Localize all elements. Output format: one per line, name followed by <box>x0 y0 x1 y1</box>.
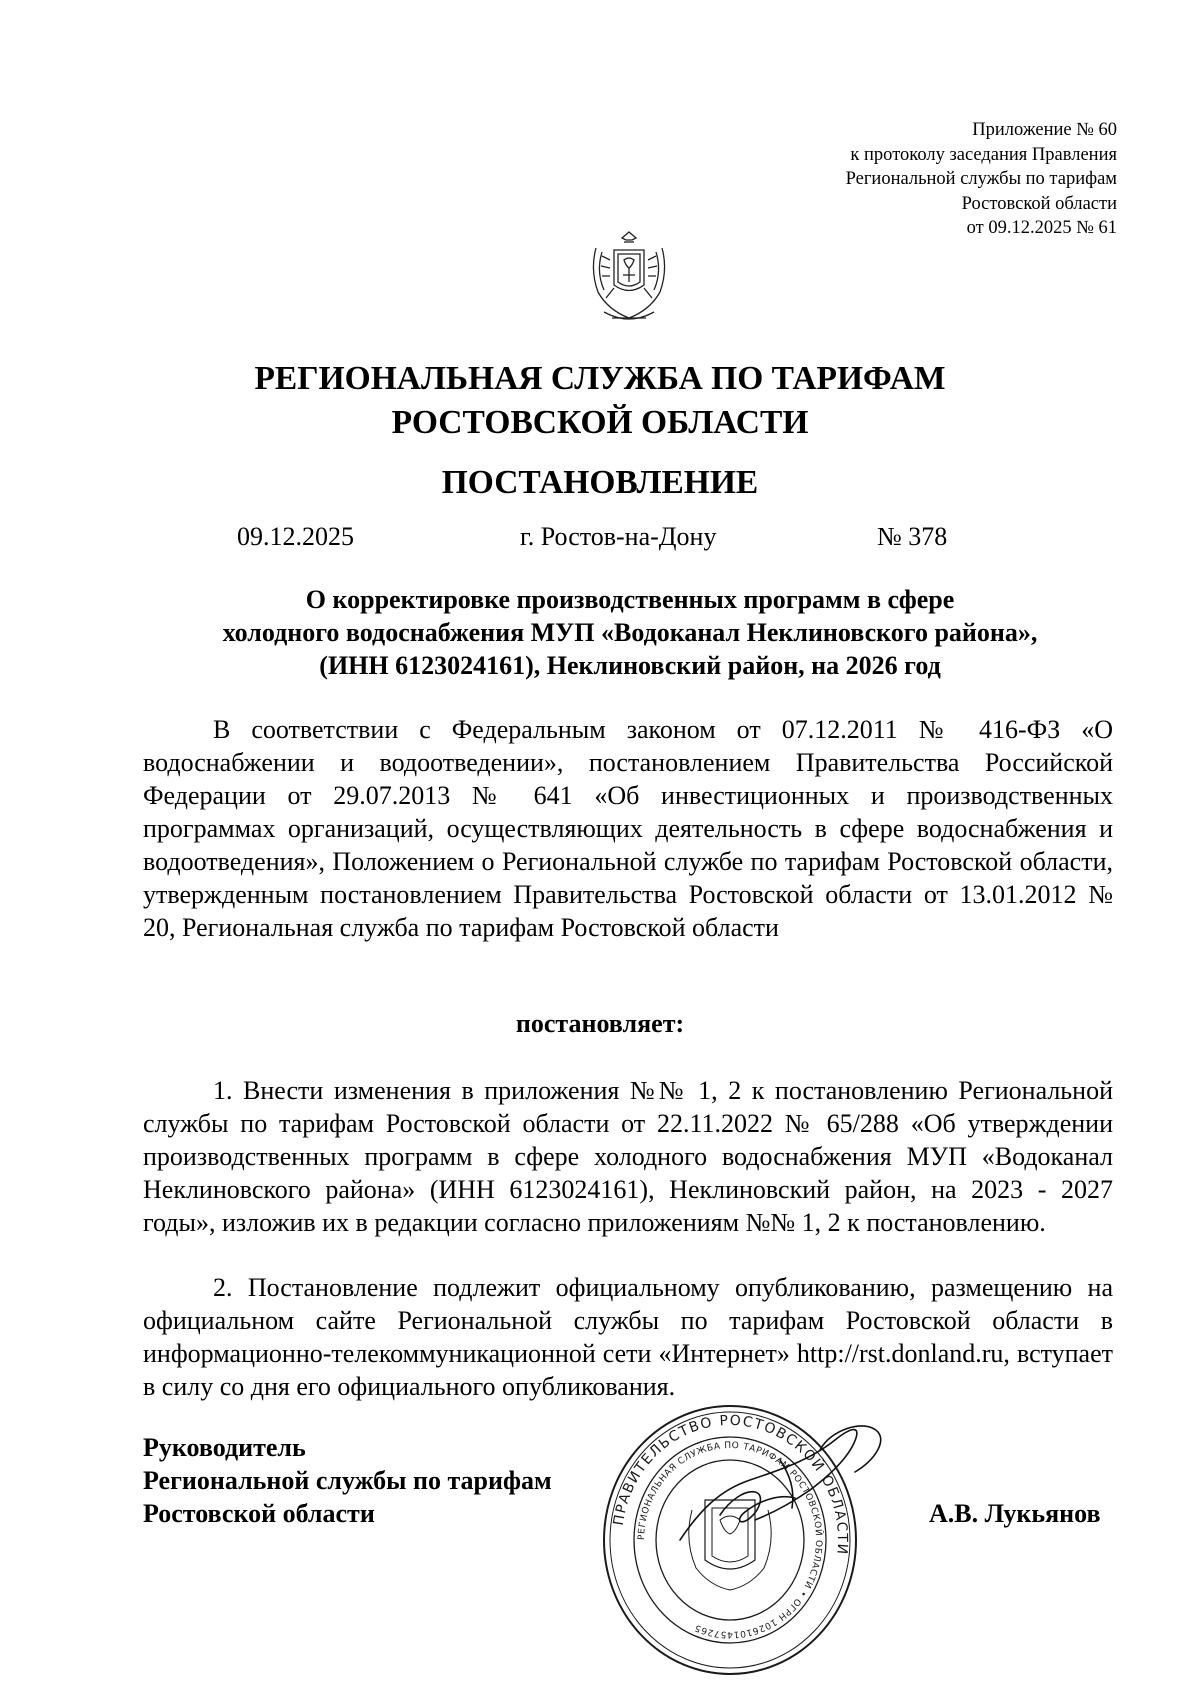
subject-line-3: (ИНН 6123024161), Неклиновский район, на 2026 год <box>319 651 941 680</box>
appendix-line-1: Приложение № 60 <box>972 120 1117 140</box>
subject-line-1: О корректировке производственных программ в сфере <box>305 585 955 614</box>
appendix-line-3: Региональной службы по тарифам <box>845 169 1117 189</box>
document-subject <box>150 583 1110 682</box>
handwritten-signature <box>660 1420 890 1560</box>
document-city: г. Ростов-на-Дону <box>520 522 717 551</box>
appendix-line-2: к протоколу заседания Правления <box>850 144 1117 165</box>
item-2-paragraph: 2. Постановление подлежит официальному опубликованию, размещению на официальном сайте Региональной службы по тарифам Ростовской области в информационно-телекоммуникационной сети «Интернет» http://rst.donland.ru, вступает в силу со дня его официального опубликования. <box>143 1273 1113 1401</box>
signatory-position-line-2: Региональной службы по тарифам <box>143 1466 552 1495</box>
svg-text:ПРАВИТЕЛЬСТВО РОСТОВСКОЙ ОБЛАС: ПРАВИТЕЛЬСТВО РОСТОВСКОЙ ОБЛАСТИ <box>610 1412 851 1557</box>
organization-name-line-1: РЕГИОНАЛЬНАЯ СЛУЖБА ПО ТАРИФАМ <box>254 360 946 397</box>
appendix-block <box>846 118 1117 241</box>
subject-line-2: холодного водоснабжения МУП «Водоканал Неклиновского района», <box>222 618 1038 647</box>
signatory-position <box>143 1431 552 1530</box>
item-1-paragraph: 1. Внести изменения в приложения №№ 1, 2 к постановлению Региональной службы по тарифам Ростовской области от 22.11.2022 № 65/288 «Об утверждении производственных программ в сфере холодного водоснабжения МУП «Водоканал Неклиновского района» (ИНН 6123024161), Неклиновский район, на 2023 - 2027 годы», изложив их в редакции согласно приложениям №№ 1, 2 к постановлению. <box>143 1076 1113 1237</box>
appendix-line-5: от 09.12.2025 № 61 <box>966 218 1117 238</box>
document-number: № 378 <box>877 522 948 551</box>
signatory-position-line-3: Ростовской области <box>143 1499 375 1528</box>
intro-paragraph: В соответствии с Федеральным законом от 07.12.2011 № 416-ФЗ «О водоснабжении и водоотведении», постановлением Правительства Российской Федерации от 29.07.2013 № 641 «Об инвестиционных и производственных программах организаций, осуществляющих деятельность в сфере водоснабжения и водоотведения», Положением о Региональной службе по тарифам Ростовской области, утвержденным постановлением Правительства Ростовской области от 13.01.2012 № 20, Региональная служба по тарифам Ростовской области <box>143 715 1113 942</box>
document-type: ПОСТАНОВЛЕНИЕ <box>441 464 759 501</box>
signatory-position-line-1: Руководитель <box>143 1433 306 1462</box>
svg-text:РЕГИОНАЛЬНАЯ СЛУЖБА ПО ТАРИФАМ: РЕГИОНАЛЬНАЯ СЛУЖБА ПО ТАРИФАМ РОСТОВСКОЙ ОБЛАСТИ • ОГРН 1026101457265 <box>636 1440 824 1640</box>
resolves-heading: постановляет: <box>515 1009 685 1038</box>
organization-name <box>0 357 1200 445</box>
organization-name-line-2: РОСТОВСКОЙ ОБЛАСТИ <box>391 404 809 441</box>
signatory-name: А.В. Лукьянов <box>929 1499 1101 1528</box>
coat-of-arms-icon <box>584 230 674 330</box>
appendix-line-4: Ростовской области <box>961 193 1117 214</box>
document-date: 09.12.2025 <box>237 522 354 551</box>
